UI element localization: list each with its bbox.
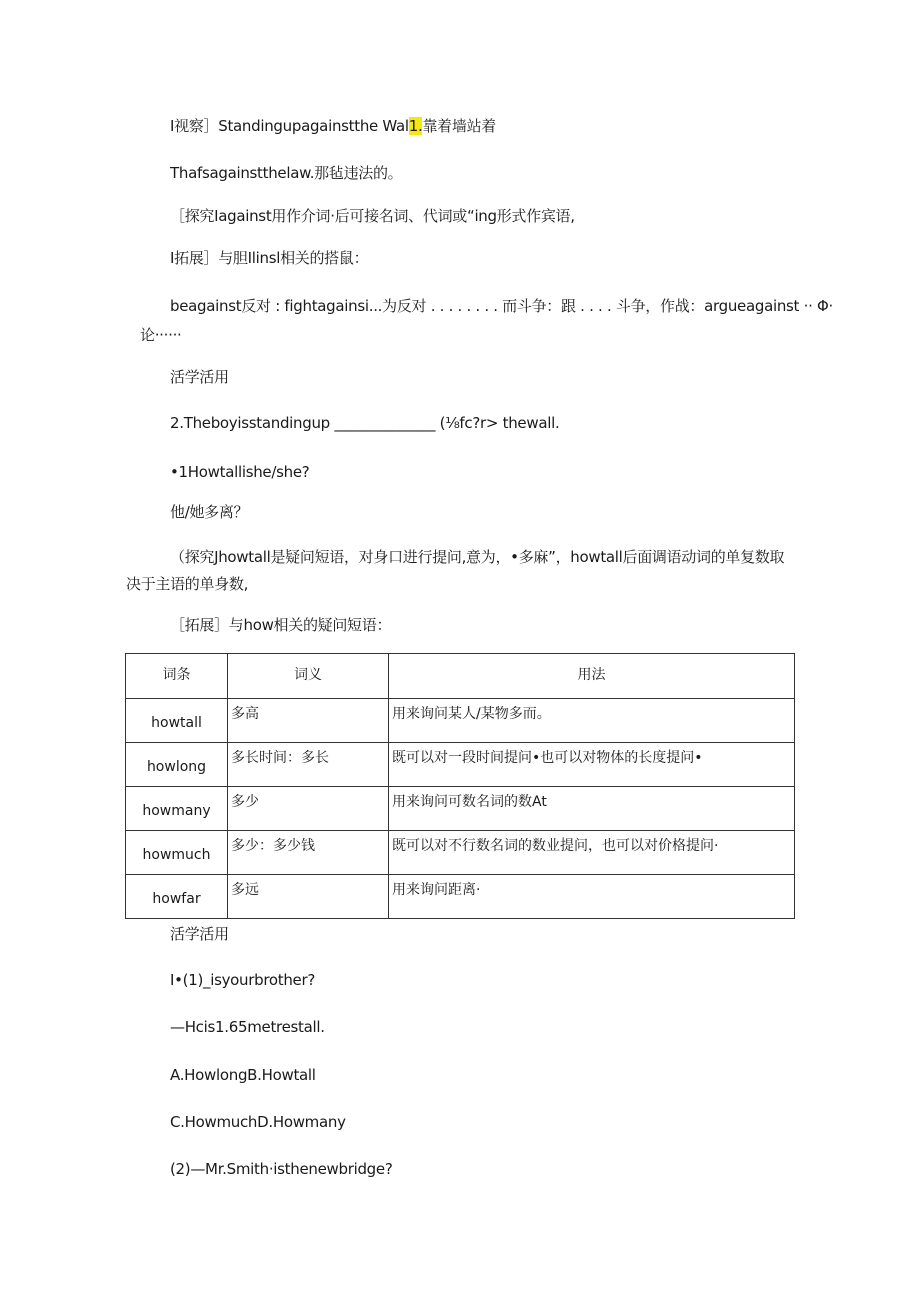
exercise-1-question: I•(1)_isyourbrother? bbox=[170, 971, 316, 989]
section-practice-1: 活学活用 bbox=[170, 368, 229, 386]
line-explore-against: ［探究Iagainst用作介词·后可接名词、代词或“ing形式作宾语, bbox=[170, 207, 575, 225]
exercise-1-options-cd: C.HowmuchD.Howmany bbox=[170, 1113, 346, 1131]
meaning-cell: 多少：多少钱 bbox=[228, 831, 389, 875]
extend-how-phrases: ［拓展］与how相关的疑问短语： bbox=[170, 616, 392, 634]
usage-cell: 用来询问可数名词的数At bbox=[389, 787, 795, 831]
table-row bbox=[126, 831, 795, 875]
how-phrases-table bbox=[125, 653, 795, 919]
exercise-1-options-ab: A.HowlongB.Howtall bbox=[170, 1066, 316, 1084]
exercise-2: 2.Theboyisstandingup ______________ (⅛fc?r> thewall. bbox=[170, 414, 560, 432]
usage-cell: 用来询问距离· bbox=[389, 875, 795, 919]
term-cell: howfar bbox=[126, 875, 228, 919]
highlighted-text: 1. bbox=[408, 117, 423, 135]
line-against-phrases-cont: 论······ bbox=[140, 326, 182, 344]
usage-cell: 用来询问某人/某物多而。 bbox=[389, 699, 795, 743]
header-term: 词条 bbox=[126, 654, 228, 699]
table-row bbox=[126, 787, 795, 831]
table-row bbox=[126, 699, 795, 743]
line-1-text-end: 靠着墙站着 bbox=[422, 117, 496, 135]
usage-cell: 既可以对一段时间提问•也可以对物体的长度提问• bbox=[389, 743, 795, 787]
table-header-row bbox=[126, 654, 795, 699]
usage-cell: 既可以对不行数名词的数业提问，也可以对价格提问· bbox=[389, 831, 795, 875]
line-extend-against: I拓展］与胆Ilinsl相关的搭鼠： bbox=[170, 249, 369, 267]
table-row bbox=[126, 743, 795, 787]
header-meaning: 词义 bbox=[228, 654, 389, 699]
table-row bbox=[126, 875, 795, 919]
exercise-2-question: (2)—Mr.Smith·isthenewbridge? bbox=[170, 1160, 393, 1178]
term-cell: howmany bbox=[126, 787, 228, 831]
explore-how-tall: （探究Jhowtall是疑问短语，对身口进行提问,意为，•多麻”，howtall后面调语动词的单复数取决于主语的单身数, bbox=[126, 548, 785, 593]
term-cell: howmuch bbox=[126, 831, 228, 875]
header-usage: 用法 bbox=[389, 654, 795, 699]
meaning-cell: 多长时间：多长 bbox=[228, 743, 389, 787]
line-against-phrases: beagainst反对 : fightagainsi...为反对 . . . . . . . . 而斗争：跟 . . . . 斗争，作战：argueagainst ·· Φ· bbox=[170, 297, 833, 315]
meaning-cell: 多远 bbox=[228, 875, 389, 919]
exercise-1-answer: —Hcis1.65metrestall. bbox=[170, 1018, 325, 1036]
heading-how-tall: •1Howtallishe/she? bbox=[170, 463, 310, 481]
line-against-law: Thafsagainstthelaw.那毡违法的。 bbox=[170, 164, 403, 182]
meaning-cell: 多少 bbox=[228, 787, 389, 831]
section-practice-2: 活学活用 bbox=[170, 925, 229, 943]
line-1-text: I视察］Standingupagainstthe Wal bbox=[170, 117, 409, 135]
term-cell: howlong bbox=[126, 743, 228, 787]
line-standing-against-wall bbox=[170, 116, 496, 136]
translation-how-tall: 他/她多离？ bbox=[170, 503, 249, 521]
meaning-cell: 多高 bbox=[228, 699, 389, 743]
term-cell: howtall bbox=[126, 699, 228, 743]
